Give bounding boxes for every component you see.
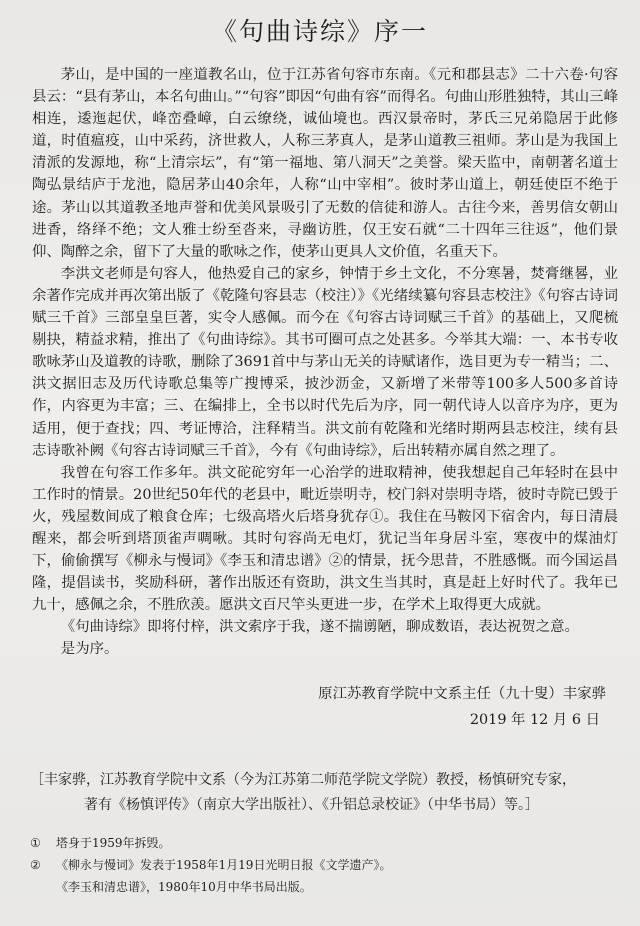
page-title: 《句曲诗综》序一 [211, 17, 428, 46]
paragraph-5: 是为序。 [60, 641, 119, 658]
footnote-2 [30, 854, 620, 876]
footnote-1-mark: ① [30, 836, 41, 850]
signature-date: 2019 年 12 月 6 日 [469, 712, 600, 728]
bio-line-2: 著有《杨慎评传》（南京大学出版社）、《升铝总录校证》（中华书局）等。］ [84, 797, 539, 813]
footnote-1 [30, 832, 620, 854]
bio-line-1: ［丰家骅，江苏教育学院中文系（今为江苏第二师范学院文学院）教授，杨慎研究专家， [30, 772, 576, 788]
paragraph-3: 我曾在句容工作多年。洪文砣砣穷年一心治学的进取精神，使我想起自己年轻时在县中工作时的情景。20世纪50年代的老县中，毗近崇明寺，校门斜对崇明寺塔，彼时寺院已毁于火，残屋数间成了粮食仓库；七级高塔火后塔身犹存①。我住在马鞍冈下宿舍内，每日清晨醒来，都会听到塔顶雀声啁啾。其时句容尚无电灯，犹记当年身居斗室，寒夜中的煤油灯下，偷偷撰写《柳永与慢词》《李玉和清忠谱》②的情景，抚今思昔，不胜感慨。而今国运昌隆，提倡读书，奖励科研，著作出版还有资助，洪文生当其时，真是赶上好时代了。我年已九十，感佩之余，不胜欣羡。愿洪文百尺竿头更进一步，在学术上取得更大成就。 [32, 464, 618, 614]
footnote-1-text: 塔身于1959年拆毁。 [56, 836, 171, 850]
author-signature: 原江苏教育学院中文系主任（九十叟）丰家骅 [318, 686, 606, 702]
paragraph-2: 李洪文老师是句容人，他热爱自己的家乡，钟情于乡土文化，不分寒暑，焚膏继晷，业余著作完成并再次第出版了《乾隆句容县志（校注）》《光绪续纂句容县志校注》《句容古诗词赋三千首》三部皇皇巨著，实令人感佩。而今在《句容古诗词赋三千首》的基础上，又爬梳剔抉，精益求精，推出了《句曲诗综》。其书可圈可点之处甚多。今举其大端：一、本书专收歌咏茅山及道教的诗歌，删除了3691首中与茅山无关的诗赋诸作，选目更为专一精当；二、洪文据旧志及历代诗歌总集等广搜博采，披沙沥金，又新增了米带等100多人500多首诗作，内容更为丰富；三、在编排上，全书以时代先后为序，同一朝代诗人以音序为序，更为适用，便于查找；四、考证博洽，注释精当。洪文前有乾隆和光绪时期两县志校注，续有县志诗歌补阙《句容古诗词赋三千首》，今有《句曲诗综》，后出转精亦属自然之理了。 [32, 265, 618, 459]
preface-body [32, 64, 618, 661]
footnote-2-continuation: 《李玉和清忠谱》，1980年10月中华书局出版。 [56, 880, 312, 894]
paragraph-4: 《句曲诗综》即将付梓，洪文索序于我，遂不揣谫陋，聊成数语，表达祝贺之意。 [60, 619, 579, 636]
footnote-2-mark: ② [30, 858, 41, 872]
author-bio [30, 768, 622, 818]
paragraph-1: 茅山，是中国的一座道教名山，位于江苏省句容市东南。《元和郡县志》二十六卷·句容县云：“县有茅山，本名句曲山。”“句容”即因“句曲有容”而得名。句曲山形胜独特，其山三峰相连，逶迤起伏，峰峦叠嶂，白云缭绕，诚仙境也。西汉景帝时，茅氏三兄弟隐居于此修道，时值瘟疫，山中采药，济世救人，人称三茅真人，是茅山道教三祖师。茅山是为我国上清派的发源地，称“上清宗坛”，有“第一福地、第八洞天”之美誉。梁天监中，南朝著名道士陶弘景结庐于龙池，隐居茅山40余年，人称“山中宰相”。彼时茅山道上，朝廷使臣不绝于途。茅山以其道教圣地声誉和优美风景吸引了无数的信徒和游人。古往今来，善男信女朝山进香，络绎不绝；文人雅士纷至沓来，寻幽访胜，仅王安石就“二十四年三往返”，他们景仰、陶醉之余，留下了大量的歌咏之作，使茅山更具人文价值，名重天下。 [32, 67, 618, 260]
footnotes [30, 832, 620, 898]
footnote-2-text: 《柳永与慢词》发表于1958年1月19日光明日报《文学遗产》。 [56, 858, 392, 872]
